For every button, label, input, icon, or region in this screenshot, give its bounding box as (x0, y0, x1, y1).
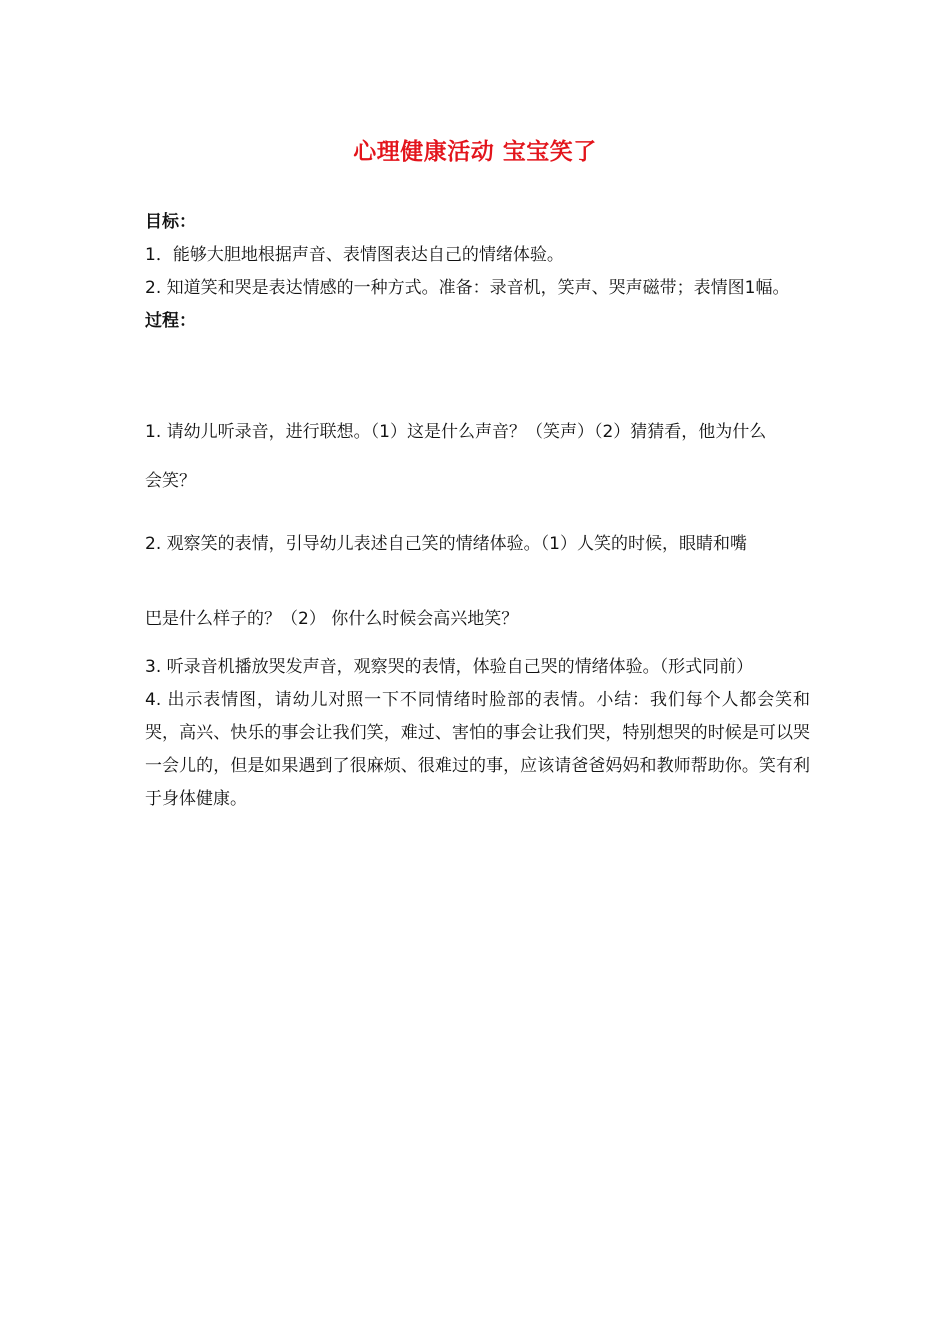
document-title: 心理健康活动 宝宝笑了 (353, 139, 597, 165)
goal-item-1: 1．能够大胆地根据声音、表情图表达自己的情绪体验。 (145, 245, 564, 265)
process-heading: 过程： (145, 311, 196, 331)
process-step-4: 4. 出示表情图，请幼儿对照一下不同情绪时脸部的表情。小结：我们每个人都会笑和哭，高兴、快乐的事会让我们笑，难过、害怕的事会让我们哭，特别想哭的时候是可以哭一会儿的，但是如果遇到了很麻烦、很难过的事，应该请爸爸妈妈和教师帮助你。笑有利于身体健康。 (145, 690, 810, 809)
process-step-2-line-1: 2. 观察笑的表情，引导幼儿表述自己笑的情绪体验。（1）人笑的时候，眼睛和嘴 (145, 534, 747, 554)
process-step-3: 3. 听录音机播放哭发声音，观察哭的表情，体验自己哭的情绪体验。（形式同前） (145, 657, 754, 677)
process-step-1-line-1: 1. 请幼儿听录音，进行联想。（1）这是什么声音？（笑声）（2）猜猜看，他为什么 (145, 422, 767, 442)
process-steps-rest (145, 651, 810, 816)
goal-item-2: 2. 知道笑和哭是表达情感的一种方式。准备：录音机，笑声、哭声磁带；表情图1幅。 (145, 278, 790, 298)
goals-heading: 目标： (145, 212, 196, 232)
process-step-1-line-2: 会笑？ (145, 471, 196, 491)
process-step-2-line-2: 巴是什么样子的？（2） 你什么时候会高兴地笑？ (145, 609, 519, 629)
goals-section (145, 206, 810, 338)
